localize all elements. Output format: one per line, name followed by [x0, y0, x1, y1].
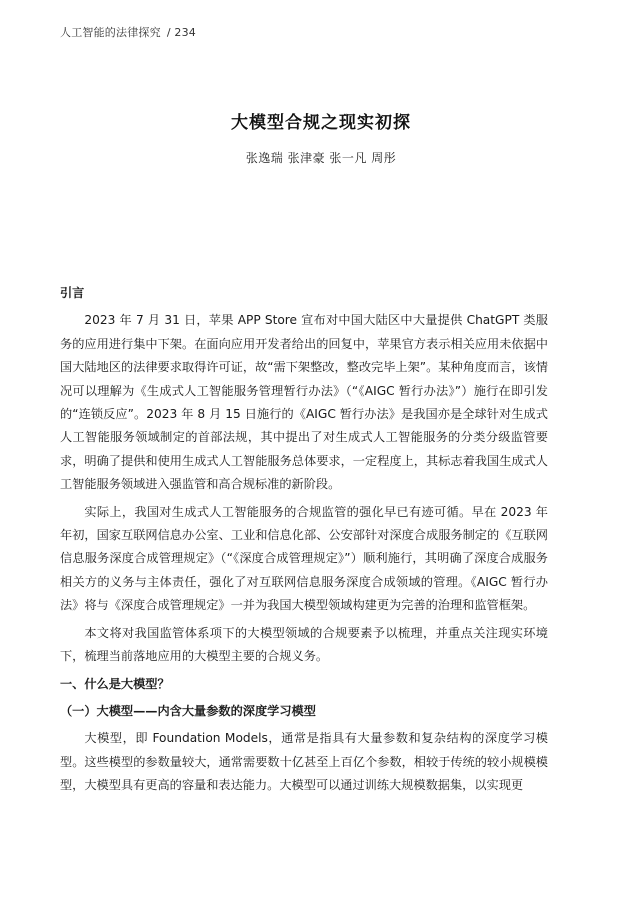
running-header	[60, 24, 196, 40]
intro-paragraph: 2023 年 7 月 31 日，苹果 APP Store 宣布对中国大陆区中大量提供 ChatGPT 类服务的应用进行集中下架。在面向应用开发者给出的回复中，苹果官方表示相关应用未依据中国大陆地区的法律要求取得许可证，故“需下架整改，整改完毕上架”。某种角度而言，该情况可以理解为《生成式人工智能服务管理暂行办法》（“《AIGC 暂行办法》”）施行在即引发的“连锁反应”。2023 年 8 月 15 日施行的《AIGC 暂行办法》是我国亦是全球针对生成式人工智能服务领域制定的首部法规，其中提出了对生成式人工智能服务的分类分级监管要求，明确了提供和使用生成式人工智能服务总体要求，一定程度上，其标志着我国生成式人工智能服务领域进入强监管和高合规标准的新阶段。	[60, 313, 548, 492]
book-title: 人工智能的法律探究	[60, 26, 161, 39]
intro-paragraph: 实际上，我国对生成式人工智能服务的合规监管的强化早已有迹可循。早在 2023 年年初，国家互联网信息办公室、工业和信息化部、公安部针对深度合成服务制定的《互联网信息服务深度合成管理规定》（“《深度合成管理规定》”）顺利施行，其明确了深度合成服务相关方的义务与主体责任，强化了对互联网信息服务深度合成领域的管理。《AIGC 暂行办法》将与《深度合成管理规定》一并为我国大模型领域构建更为完善的治理和监管框架。	[60, 504, 548, 613]
page-number: / 234	[166, 26, 197, 39]
section-paragraph: 大模型，即 Foundation Models，通常是指具有大量参数和复杂结构的深度学习模型。这些模型的参数量较大，通常需要数十亿甚至上百亿个参数，相较于传统的较小规模模型，大模型具有更高的容量和表达能力。大模型可以通过训练大规模数据集，以实现更	[60, 731, 548, 793]
article-body	[60, 282, 548, 798]
intro-heading: 引言	[60, 286, 85, 300]
intro-paragraph: 本文将对我国监管体系项下的大模型领域的合规要素予以梳理，并重点关注现实环境下，梳理当前落地应用的大模型主要的合规义务。	[60, 625, 548, 664]
section-heading: 一、什么是大模型？	[60, 676, 170, 691]
article-authors: 张逸瑞 张津豪 张一凡 周彤	[245, 151, 397, 165]
article-title: 大模型合规之现实初探	[231, 113, 411, 133]
subsection-heading: （一）大模型——内含大量参数的深度学习模型	[60, 703, 316, 718]
